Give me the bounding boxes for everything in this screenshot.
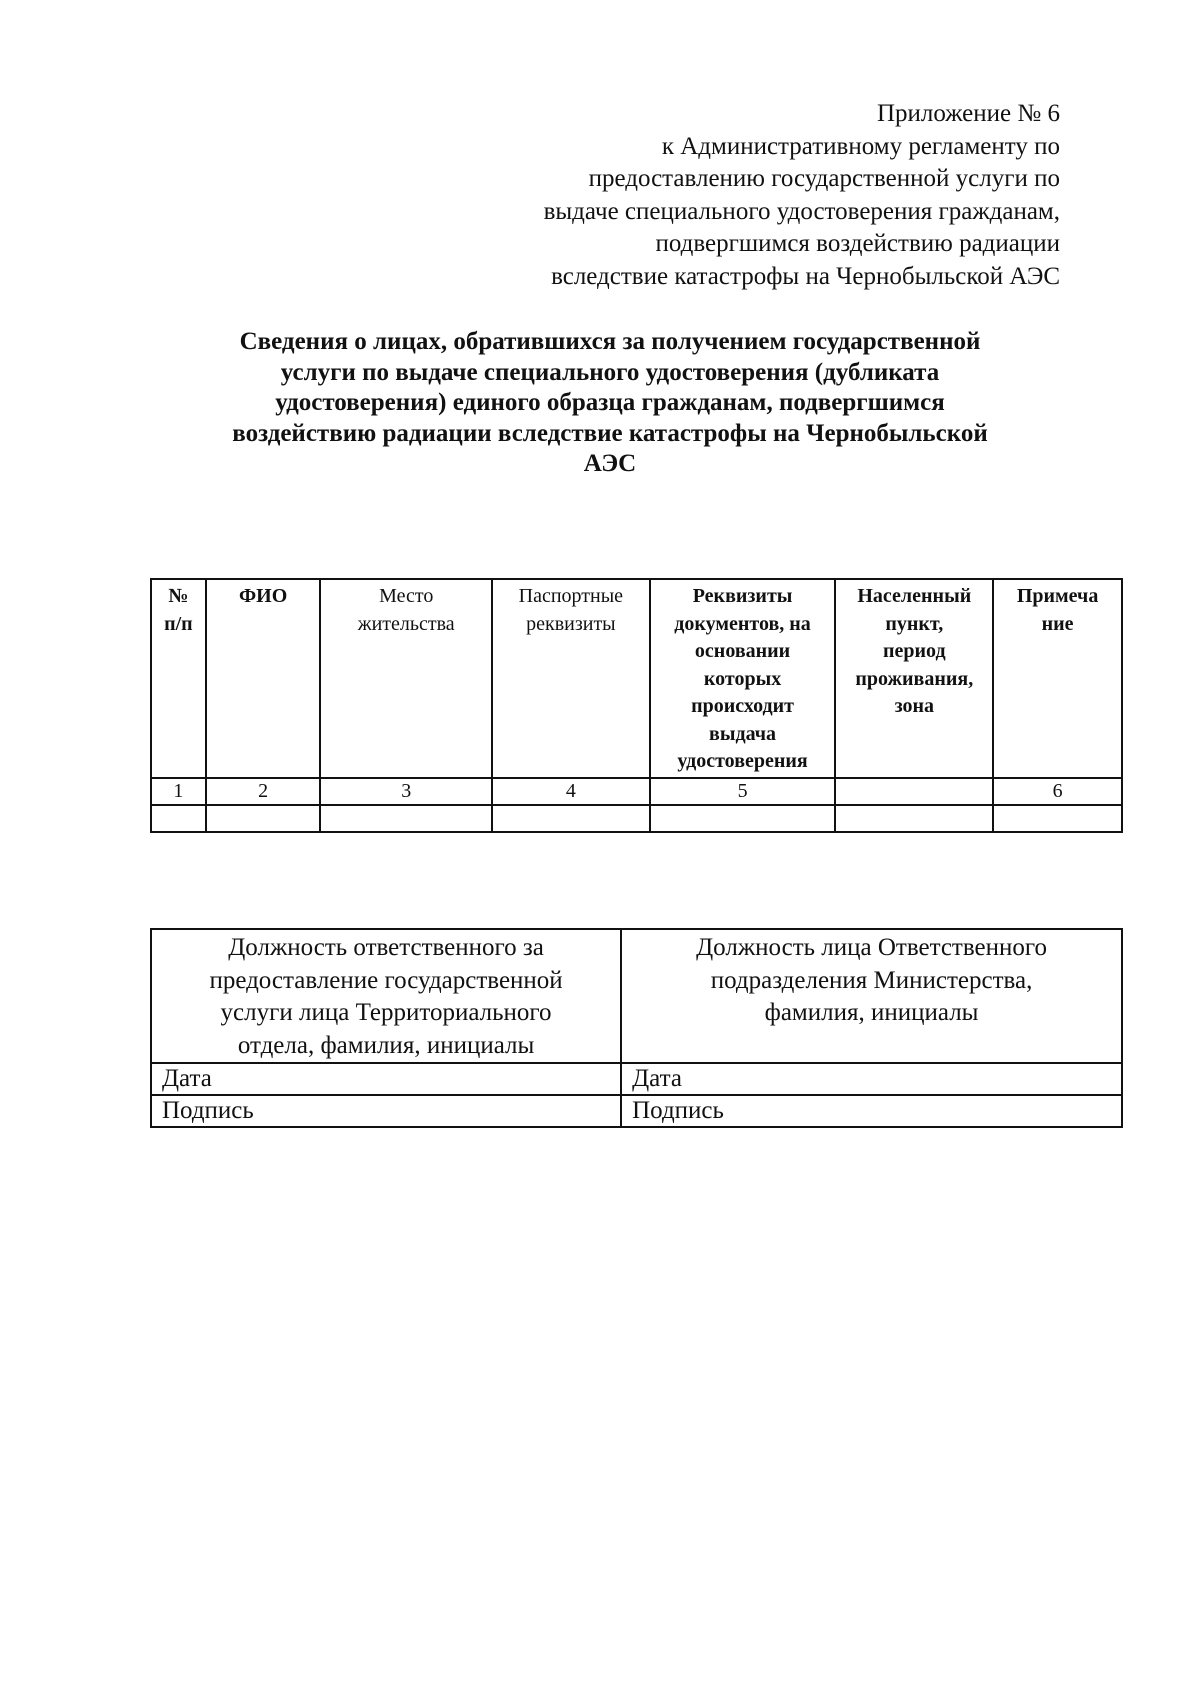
table-cell (993, 805, 1122, 832)
header-passport: Паспортные реквизиты (492, 579, 650, 778)
document-title (160, 327, 1060, 480)
title-line: воздействию радиации вследствие катастрофы на Чернобыльской (232, 419, 988, 447)
table-numbering-row (151, 778, 1122, 805)
table-cell (151, 805, 206, 832)
table-cell: 1 (151, 778, 206, 805)
appendix-line: Приложение № 6 (876, 100, 1060, 127)
date-label: Дата (151, 1063, 621, 1095)
appendix-note (360, 98, 1060, 293)
header-residence: Место жительства (320, 579, 492, 778)
appendix-line: к Административному регламенту по (661, 132, 1060, 160)
appendix-line: предоставлению государственной услуги по (588, 165, 1060, 192)
header-locality: Населенный пункт, период проживания, зона (835, 579, 993, 778)
table-cell (206, 805, 321, 832)
appendix-line: вследствие катастрофы на Чернобыльской АЭС (551, 262, 1060, 290)
table-cell (835, 805, 993, 832)
table-cell (650, 805, 836, 832)
title-line: АЭС (583, 450, 637, 477)
header-document-details: Реквизиты документов, на основании которых происходит выдача удостоверения (650, 579, 836, 778)
header-full-name: ФИО (206, 579, 321, 778)
table-cell (492, 805, 650, 832)
date-row (151, 1063, 1122, 1095)
signature-label: Подпись (151, 1095, 621, 1127)
table-cell: 5 (650, 778, 836, 805)
table-cell: 4 (492, 778, 650, 805)
registry-table (150, 578, 1123, 833)
appendix-line: выдаче специального удостоверения гражданам, (543, 197, 1060, 225)
appendix-line: подвергшимся воздействию радиации (655, 230, 1060, 257)
table-cell (835, 778, 993, 805)
title-line: удостоверения) единого образца гражданам, подвергшимся (275, 389, 945, 416)
table-cell: 6 (993, 778, 1122, 805)
ministry-official-heading: Должность лица Ответственного подразделения Министерства, фамилия, инициалы (621, 929, 1122, 1063)
signature-table (150, 928, 1123, 1128)
table-row (151, 805, 1122, 832)
table-cell (320, 805, 492, 832)
territorial-official-heading: Должность ответственного за предоставление государственной услуги лица Территориального отдела, фамилия, инициалы (151, 929, 621, 1063)
table-cell: 3 (320, 778, 492, 805)
date-label: Дата (621, 1063, 1122, 1095)
signature-heading-row (151, 929, 1122, 1063)
signature-row (151, 1095, 1122, 1127)
signature-label: Подпись (621, 1095, 1122, 1127)
header-number: № п/п (151, 579, 206, 778)
table-header-row (151, 579, 1122, 778)
header-note: Примеча ние (993, 579, 1122, 778)
title-line: Сведения о лицах, обратившихся за получением государственной (239, 328, 981, 355)
title-line: услуги по выдаче специального удостоверения (дубликата (280, 358, 940, 386)
table-cell: 2 (206, 778, 321, 805)
